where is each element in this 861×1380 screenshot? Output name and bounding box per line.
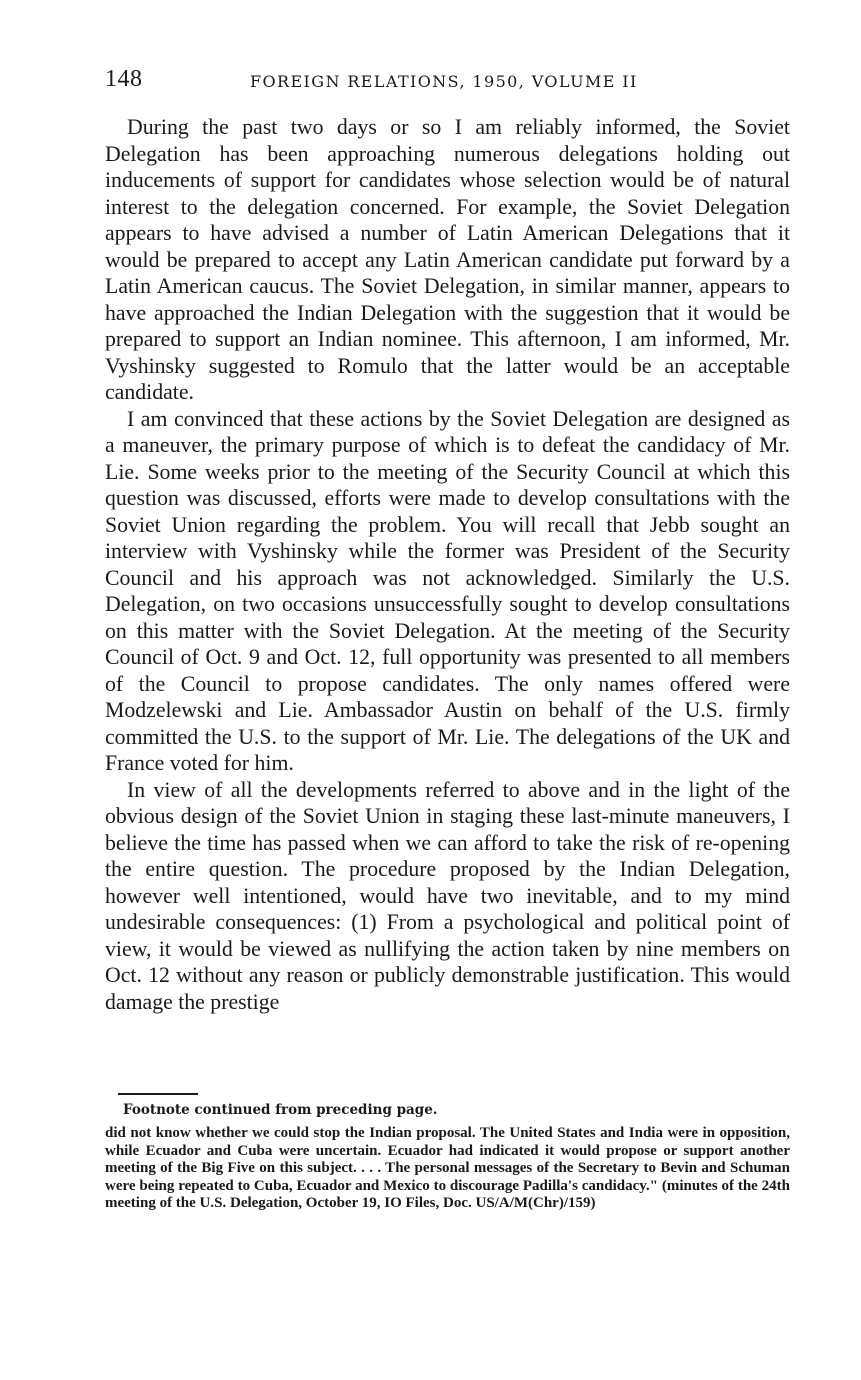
paragraph: In view of all the developments referred to above and in the light of the obvious design of the Soviet Union in staging these last-minute maneuvers, I believe the time has passed when we can afford to take the risk of re-opening the entire question. The procedure proposed by the Indian Delegation, however well intentioned, would have two inevitable, and to my mind undesirable consequences: (1) From a psychological and political point of view, it would be viewed as nullifying the action taken by nine members on Oct. 12 without any reason or publicly demonstrable justification. This would damage the prestige bbox=[105, 777, 790, 1014]
footnote bbox=[105, 1102, 790, 1213]
main-text bbox=[105, 114, 790, 1015]
running-head: FOREIGN RELATIONS, 1950, VOLUME II bbox=[250, 72, 638, 91]
page-number: 148 bbox=[105, 66, 143, 92]
footnote-continued-label: Footnote continued from preceding page. bbox=[123, 1102, 438, 1118]
footnote-text: did not know whether we could stop the Indian proposal. The United States and India were in opposition, while Ecuador and Cuba were uncertain. Ecuador had indicated it would propose or support another meeting of the Big Five on this subject. . . . The personal messages of the Secretary to Bevin and Schuman were being repeated to Cuba, Ecuador and Mexico to discourage Padilla's candidacy." (minutes of the 24th meeting of the U.S. Delegation, October 19, IO Files, Doc. US/A/M(Chr)/159) bbox=[105, 1125, 790, 1212]
footnote-divider bbox=[118, 1093, 198, 1095]
paragraph: I am convinced that these actions by the Soviet Delegation are designed as a maneuver, the primary purpose of which is to defeat the candidacy of Mr. Lie. Some weeks prior to the meeting of the Security Council at which this question was discussed, efforts were made to develop consultations with the Soviet Union regarding the problem. You will recall that Jebb sought an interview with Vyshinsky while the former was President of the Security Council and his approach was not acknowledged. Similarly the U.S. Delegation, on two occasions unsuccessfully sought to develop consultations on this matter with the Soviet Delegation. At the meeting of the Security Council of Oct. 9 and Oct. 12, full opportunity was presented to all members of the Council to propose candidates. The only names offered were Modzelewski and Lie. Ambassador Austin on behalf of the U.S. firmly committed the U.S. to the support of Mr. Lie. The delegations of the UK and France voted for him. bbox=[105, 406, 790, 775]
paragraph: During the past two days or so I am reliably informed, the Soviet Delegation has been approaching numerous delegations holding out inducements of support for candidates whose selection would be of natural interest to the delegation concerned. For example, the Soviet Delegation appears to have advised a number of Latin American Delegations that it would be prepared to accept any Latin American candidate put forward by a Latin American caucus. The Soviet Delegation, in similar manner, appears to have approached the Indian Delegation with the suggestion that it would be prepared to support an Indian nominee. This afternoon, I am informed, Mr. Vyshinsky suggested to Romulo that the latter would be an acceptable candidate. bbox=[105, 115, 790, 404]
page-header bbox=[105, 66, 790, 102]
